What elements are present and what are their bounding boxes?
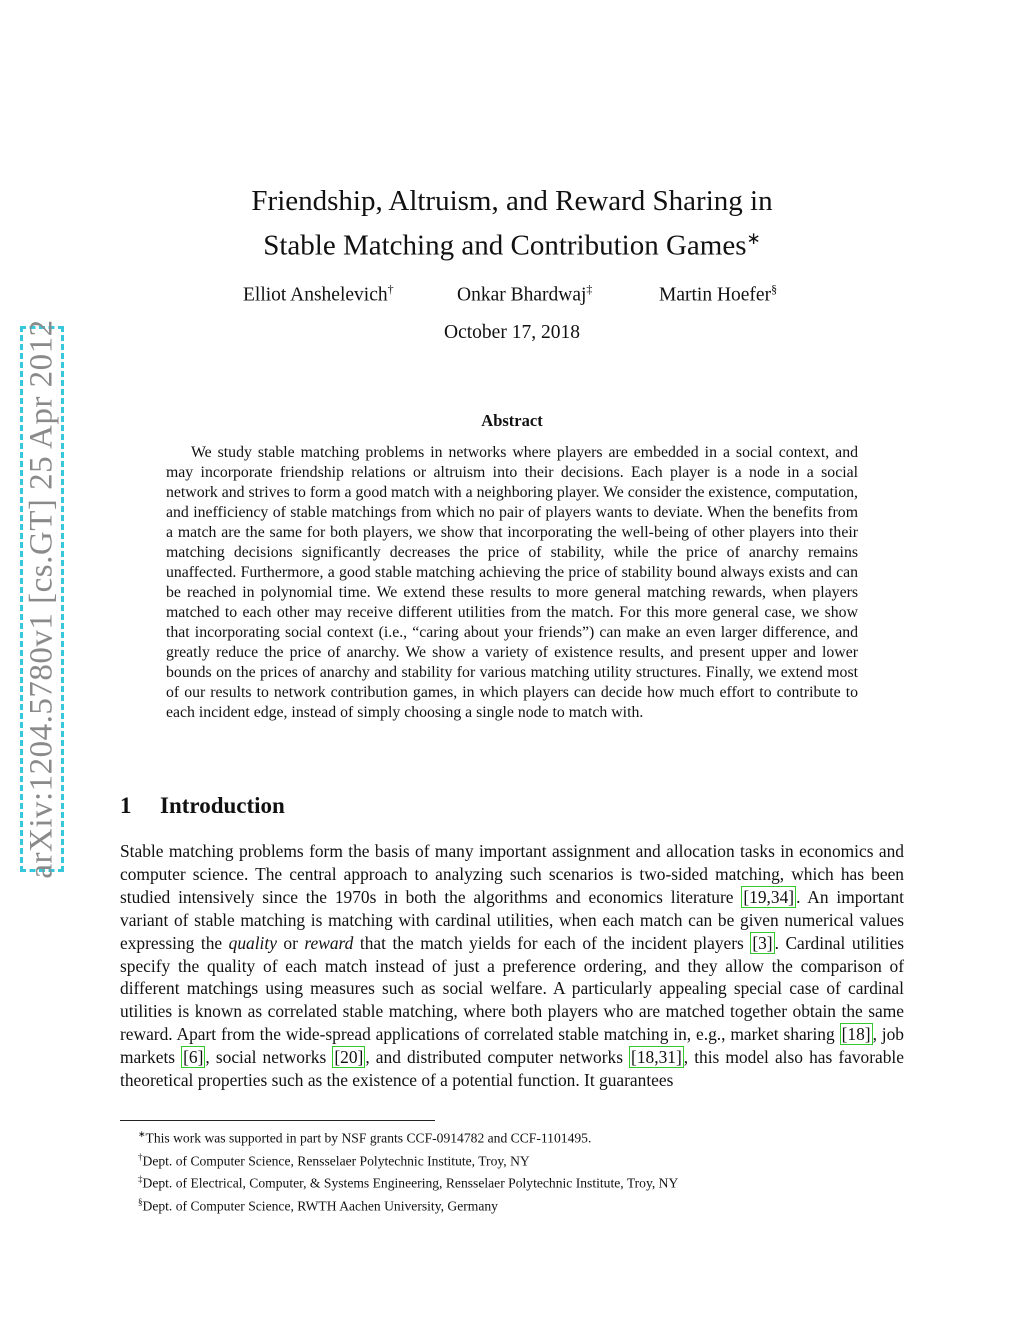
section-number: 1 (120, 793, 132, 818)
footnote-affiliation-2: ‡Dept. of Electrical, Computer, & Systems Engineering, Rensselaer Polytechnic Institute, Troy, NY (138, 1174, 679, 1191)
title-footnote-mark: ∗ (746, 229, 761, 248)
arxiv-identifier-stamp[interactable] (20, 319, 64, 879)
abstract-heading: Abstract (481, 411, 543, 430)
abstract-text: We study stable matching problems in networks where players are embedded in a social context, and may incorporate friendship relations or altruism into their decisions. Each player is a node in a social network and strives to form a good match with a neighboring player. We consider the existence, computation, and inefficiency of stable matchings from which no pair of players wants to deviate. When the benefits from a match are the same for both players, we show that incorporating the well-being of other players into their matching decisions significantly decreases the price of stability, while the price of anarchy remains unaffected. Furthermore, a good stable matching achieving the price of stability bound always exists and can be reached in polynomial time. We extend these results to more general matching rewards, when players matched to each other may receive different utilities from the match. For this more general case, we show that incorporating social context (i.e., “caring about your friends”) can make an even larger difference, and greatly reduce the price of anarchy. We show a variety of existence results, and present upper and lower bounds on the prices of anarchy and stability for various matching utility structures. Finally, we extend most of our results to network contribution games, in which players can decide how much effort to contribute to each incident edge, instead of simply choosing a single node to match with. (166, 444, 859, 721)
citation-link[interactable]: [3] (752, 932, 773, 953)
title-line-2: Stable Matching and Contribution Games∗ (263, 229, 761, 262)
author-2: Onkar Bhardwaj‡ (457, 282, 593, 306)
title-line-1: Friendship, Altruism, and Reward Sharing in (251, 185, 773, 217)
footnotes (138, 1125, 898, 1215)
citation-link[interactable]: [18,31] (631, 1047, 682, 1068)
paper-title (0, 182, 1024, 265)
introduction-paragraph: Stable matching problems form the basis of many important assignment and allocation tasks in economics and computer science. The central approach to analyzing such scenarios is two-sided matching, which has been studied intensively since the 1970s in both the algorithms and economics literature [19,34] . An important variant of stable matching is matching with cardinal utilities, when each match can be given numerical values expressing the quality or reward that the match yields for each of the incident players [3] . Cardinal utilities specify the quality of each match instead of just a preference ordering, and they allow the comparison of different matchings using measures such as social welfare. A particularly appealing special case of cardinal utilities is known as correlated stable matching, where both players who are matched together obtain the same reward. Apart from the wide-spread applications of correlated stable matching in, e.g., market sharing [18] , job markets [6] , social networks [20] , and distributed computer networks [18,31] , this model also has favorable theoretical properties such as the existence of a potential function. It guarantees (120, 841, 905, 1091)
section-heading-introduction (120, 793, 285, 819)
citation-link[interactable]: [20] (334, 1047, 364, 1068)
citation-link[interactable]: [18] (841, 1024, 871, 1045)
arxiv-identifier-text: arXiv:1204.5780v1 [cs.GT] 25 Apr 2012 (23, 319, 60, 879)
footnote-funding: ∗This work was supported in part by NSF grants CCF-0914782 and CCF-1101495. (138, 1129, 592, 1146)
paper-date: October 17, 2018 (444, 322, 580, 343)
section-title: Introduction (160, 793, 285, 818)
footnote-affiliation-3: §Dept. of Computer Science, RWTH Aachen University, Germany (138, 1196, 498, 1214)
footnote-divider (120, 1120, 435, 1121)
author-3: Martin Hoefer§ (659, 282, 778, 306)
citation-link[interactable]: [19,34] (743, 886, 795, 907)
footnote-affiliation-1: †Dept. of Computer Science, Rensselaer Polytechnic Institute, Troy, NY (138, 1151, 530, 1169)
citation-link[interactable]: [6] (183, 1047, 204, 1068)
author-1: Elliot Anshelevich† (243, 282, 394, 306)
